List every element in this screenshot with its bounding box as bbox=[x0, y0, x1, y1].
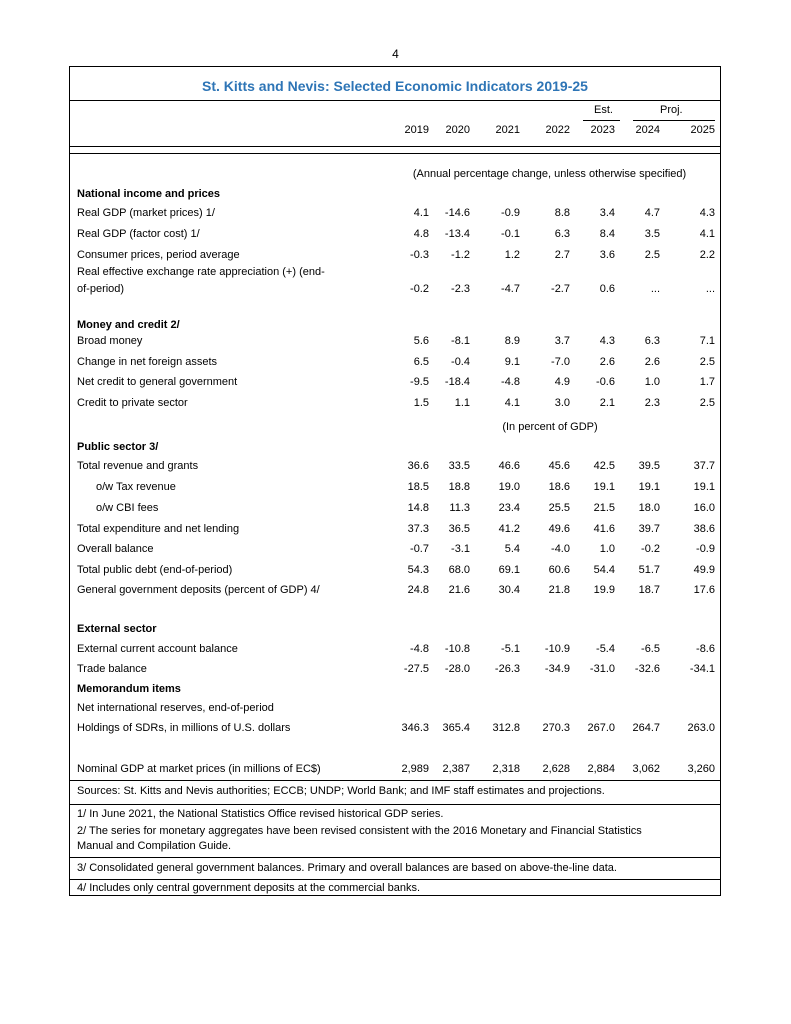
value-cell-2021: 19.0 bbox=[498, 481, 520, 493]
value-cell-2023: 267.0 bbox=[587, 722, 615, 734]
section-external-sector: External sector bbox=[77, 623, 157, 635]
value-cell-2023: -5.4 bbox=[596, 643, 615, 655]
value-cell-2020: -1.2 bbox=[451, 249, 470, 261]
footer-rule bbox=[70, 780, 720, 781]
value-cell-2021: 30.4 bbox=[498, 584, 520, 596]
row-label: Trade balance bbox=[77, 663, 147, 675]
footnote-4: 4/ Includes only central government deposits at the commercial banks. bbox=[77, 882, 421, 894]
value-cell-2021: 69.1 bbox=[498, 564, 520, 576]
proj-label: Proj. bbox=[660, 104, 683, 116]
unit-note-annual: (Annual percentage change, unless otherwise specified) bbox=[412, 168, 687, 180]
value-cell-2021: 2,318 bbox=[492, 763, 520, 775]
value-cell-2020: -0.4 bbox=[451, 356, 470, 368]
value-cell-2024: 19.1 bbox=[638, 481, 660, 493]
value-cell-2024: 2.6 bbox=[644, 356, 660, 368]
value-cell-2024: 18.7 bbox=[638, 584, 660, 596]
section-public-sector: Public sector 3/ bbox=[77, 441, 159, 453]
value-cell-2021: 1.2 bbox=[504, 249, 520, 261]
value-cell-2019: 2,989 bbox=[401, 763, 429, 775]
row-label: Real GDP (market prices) 1/ bbox=[77, 207, 215, 219]
row-label: o/w Tax revenue bbox=[96, 481, 176, 493]
value-cell-2022: -2.7 bbox=[551, 283, 570, 295]
page-number: 4 bbox=[392, 47, 399, 61]
value-cell-2022: 45.6 bbox=[548, 460, 570, 472]
row-label: Total expenditure and net lending bbox=[77, 523, 240, 535]
value-cell-2025: 2.5 bbox=[699, 356, 715, 368]
value-cell-2024: -0.2 bbox=[641, 543, 660, 555]
value-cell-2023: 4.3 bbox=[599, 335, 615, 347]
value-cell-2019: 4.1 bbox=[413, 207, 429, 219]
value-cell-2020: 33.5 bbox=[448, 460, 470, 472]
value-cell-2024: 264.7 bbox=[632, 722, 660, 734]
value-cell-2021: 4.1 bbox=[504, 397, 520, 409]
value-cell-2023: -31.0 bbox=[589, 663, 615, 675]
value-cell-2020: -18.4 bbox=[444, 376, 470, 388]
unit-note-gdp: (In percent of GDP) bbox=[502, 421, 598, 433]
value-cell-2020: -8.1 bbox=[451, 335, 470, 347]
value-cell-2019: -0.2 bbox=[410, 283, 429, 295]
value-cell-2022: -34.9 bbox=[544, 663, 570, 675]
value-cell-2022: -10.9 bbox=[544, 643, 570, 655]
value-cell-2021: -4.8 bbox=[501, 376, 520, 388]
footnote-rule-3 bbox=[70, 879, 720, 880]
value-cell-2022: 49.6 bbox=[548, 523, 570, 535]
value-cell-2019: 54.3 bbox=[407, 564, 429, 576]
row-label: External current account balance bbox=[77, 643, 238, 655]
value-cell-2021: 9.1 bbox=[504, 356, 520, 368]
value-cell-2025: -0.9 bbox=[696, 543, 715, 555]
footnote-2b: Manual and Compilation Guide. bbox=[77, 840, 232, 852]
value-cell-2019: 1.5 bbox=[413, 397, 429, 409]
value-cell-2020: -13.4 bbox=[444, 228, 470, 240]
row-label: Real GDP (factor cost) 1/ bbox=[77, 228, 200, 240]
section-money-credit: Money and credit 2/ bbox=[77, 319, 180, 331]
value-cell-2020: 18.8 bbox=[448, 481, 470, 493]
value-cell-2023: 19.9 bbox=[593, 584, 615, 596]
value-cell-2023: 3.4 bbox=[599, 207, 615, 219]
value-cell-2023: 2.6 bbox=[599, 356, 615, 368]
footnote-3: 3/ Consolidated general government balances. Primary and overall balances are based on above-the-line data. bbox=[77, 862, 617, 874]
value-cell-2020: 365.4 bbox=[442, 722, 470, 734]
value-cell-2024: 18.0 bbox=[638, 502, 660, 514]
value-cell-2019: -9.5 bbox=[410, 376, 429, 388]
est-label: Est. bbox=[594, 104, 613, 116]
row-label: Net credit to general government bbox=[77, 376, 238, 388]
year-header-2025: 2025 bbox=[690, 124, 715, 136]
year-header-2024: 2024 bbox=[635, 124, 660, 136]
value-cell-2025: 19.1 bbox=[693, 481, 715, 493]
value-cell-2019: 36.6 bbox=[407, 460, 429, 472]
value-cell-2019: 5.6 bbox=[413, 335, 429, 347]
value-cell-2022: 60.6 bbox=[548, 564, 570, 576]
value-cell-2020: 2,387 bbox=[442, 763, 470, 775]
value-cell-2024: 3.5 bbox=[644, 228, 660, 240]
value-cell-2020: 1.1 bbox=[454, 397, 470, 409]
value-cell-2021: -0.1 bbox=[501, 228, 520, 240]
value-cell-2025: 17.6 bbox=[693, 584, 715, 596]
value-cell-2021: 8.9 bbox=[504, 335, 520, 347]
value-cell-2019: -0.7 bbox=[410, 543, 429, 555]
value-cell-2024: 39.5 bbox=[638, 460, 660, 472]
value-cell-2020: -10.8 bbox=[444, 643, 470, 655]
value-cell-2021: 46.6 bbox=[498, 460, 520, 472]
value-cell-2021: 41.2 bbox=[498, 523, 520, 535]
value-cell-2025: 16.0 bbox=[693, 502, 715, 514]
value-cell-2024: 3,062 bbox=[632, 763, 660, 775]
value-cell-2023: 0.6 bbox=[599, 283, 615, 295]
value-cell-2024: -32.6 bbox=[634, 663, 660, 675]
value-cell-2020: -3.1 bbox=[451, 543, 470, 555]
section-memorandum: Memorandum items bbox=[77, 683, 181, 695]
row-label-continued: of-period) bbox=[77, 283, 125, 295]
value-cell-2022: 2,628 bbox=[542, 763, 570, 775]
value-cell-2019: -27.5 bbox=[403, 663, 429, 675]
value-cell-2023: -0.6 bbox=[596, 376, 615, 388]
est-underline bbox=[583, 120, 620, 121]
value-cell-2025: -34.1 bbox=[689, 663, 715, 675]
value-cell-2019: 18.5 bbox=[407, 481, 429, 493]
value-cell-2021: 5.4 bbox=[504, 543, 520, 555]
value-cell-2022: 4.9 bbox=[554, 376, 570, 388]
value-cell-2025: 4.3 bbox=[699, 207, 715, 219]
row-label: Total revenue and grants bbox=[77, 460, 199, 472]
value-cell-2019: 6.5 bbox=[413, 356, 429, 368]
value-cell-2022: 270.3 bbox=[542, 722, 570, 734]
value-cell-2023: 54.4 bbox=[593, 564, 615, 576]
value-cell-2021: -4.7 bbox=[501, 283, 520, 295]
value-cell-2024: 1.0 bbox=[644, 376, 660, 388]
value-cell-2025: 2.5 bbox=[699, 397, 715, 409]
value-cell-2025: ... bbox=[705, 283, 715, 295]
value-cell-2025: 4.1 bbox=[699, 228, 715, 240]
value-cell-2020: -28.0 bbox=[444, 663, 470, 675]
value-cell-2022: 3.0 bbox=[554, 397, 570, 409]
value-cell-2021: -0.9 bbox=[501, 207, 520, 219]
value-cell-2023: 41.6 bbox=[593, 523, 615, 535]
row-label: Net international reserves, end-of-period bbox=[77, 702, 274, 714]
value-cell-2025: 49.9 bbox=[693, 564, 715, 576]
footnote-1: 1/ In June 2021, the National Statistics Office revised historical GDP series. bbox=[77, 808, 444, 820]
year-header-2021: 2021 bbox=[495, 124, 520, 136]
value-cell-2020: 11.3 bbox=[449, 502, 470, 514]
value-cell-2022: 25.5 bbox=[548, 502, 570, 514]
value-cell-2024: 2.3 bbox=[644, 397, 660, 409]
value-cell-2021: -26.3 bbox=[494, 663, 520, 675]
row-label: Real effective exchange rate appreciation (+) (end- bbox=[77, 266, 325, 278]
value-cell-2023: 8.4 bbox=[599, 228, 615, 240]
value-cell-2020: -2.3 bbox=[451, 283, 470, 295]
row-label: o/w CBI fees bbox=[96, 502, 159, 514]
value-cell-2025: 263.0 bbox=[687, 722, 715, 734]
footnote-rule-2 bbox=[70, 857, 720, 858]
value-cell-2025: 37.7 bbox=[693, 460, 715, 472]
proj-underline bbox=[633, 120, 715, 121]
value-cell-2019: -0.3 bbox=[410, 249, 429, 261]
value-cell-2023: 21.5 bbox=[593, 502, 615, 514]
value-cell-2022: -4.0 bbox=[551, 543, 570, 555]
year-header-2022: 2022 bbox=[545, 124, 570, 136]
value-cell-2023: 2,884 bbox=[587, 763, 615, 775]
value-cell-2023: 42.5 bbox=[593, 460, 615, 472]
value-cell-2024: 4.7 bbox=[644, 207, 660, 219]
row-label: Consumer prices, period average bbox=[77, 249, 240, 261]
value-cell-2021: 312.8 bbox=[492, 722, 520, 734]
value-cell-2020: 36.5 bbox=[448, 523, 470, 535]
value-cell-2023: 19.1 bbox=[593, 481, 615, 493]
value-cell-2022: 8.8 bbox=[554, 207, 570, 219]
table-title: St. Kitts and Nevis: Selected Economic Indicators 2019-25 bbox=[202, 78, 588, 94]
value-cell-2019: 4.8 bbox=[413, 228, 429, 240]
value-cell-2022: -7.0 bbox=[551, 356, 570, 368]
value-cell-2024: 51.7 bbox=[638, 564, 660, 576]
header-rule-2 bbox=[70, 153, 720, 154]
row-label: Total public debt (end-of-period) bbox=[77, 564, 233, 576]
value-cell-2024: 2.5 bbox=[644, 249, 660, 261]
value-cell-2025: -8.6 bbox=[696, 643, 715, 655]
year-header-2019: 2019 bbox=[404, 124, 429, 136]
value-cell-2019: 24.8 bbox=[407, 584, 429, 596]
value-cell-2025: 38.6 bbox=[693, 523, 715, 535]
value-cell-2019: 37.3 bbox=[407, 523, 429, 535]
value-cell-2020: -14.6 bbox=[444, 207, 470, 219]
value-cell-2024: 39.7 bbox=[638, 523, 660, 535]
value-cell-2020: 68.0 bbox=[448, 564, 470, 576]
value-cell-2025: 7.1 bbox=[699, 335, 715, 347]
row-label: Change in net foreign assets bbox=[77, 356, 218, 368]
value-cell-2019: 14.8 bbox=[407, 502, 429, 514]
row-label: Holdings of SDRs, in millions of U.S. dollars bbox=[77, 722, 291, 734]
value-cell-2022: 3.7 bbox=[554, 335, 570, 347]
row-label: Credit to private sector bbox=[77, 397, 188, 409]
value-cell-2020: 21.6 bbox=[448, 584, 470, 596]
value-cell-2022: 21.8 bbox=[548, 584, 570, 596]
title-rule bbox=[70, 100, 720, 101]
value-cell-2021: 23.4 bbox=[498, 502, 520, 514]
row-label: Nominal GDP at market prices (in millions of EC$) bbox=[77, 763, 321, 775]
year-header-2020: 2020 bbox=[445, 124, 470, 136]
footnote-rule-1 bbox=[70, 804, 720, 805]
value-cell-2024: ... bbox=[650, 283, 660, 295]
value-cell-2025: 1.7 bbox=[699, 376, 715, 388]
value-cell-2019: 346.3 bbox=[401, 722, 429, 734]
value-cell-2022: 6.3 bbox=[554, 228, 570, 240]
value-cell-2023: 3.6 bbox=[599, 249, 615, 261]
value-cell-2021: -5.1 bbox=[501, 643, 520, 655]
section-national-income: National income and prices bbox=[77, 188, 221, 200]
value-cell-2022: 18.6 bbox=[548, 481, 570, 493]
value-cell-2022: 2.7 bbox=[554, 249, 570, 261]
year-header-2023: 2023 bbox=[590, 124, 615, 136]
footnote-2a: 2/ The series for monetary aggregates have been revised consistent with the 2016 Monetary and Financial Statistics bbox=[77, 825, 642, 837]
value-cell-2019: -4.8 bbox=[410, 643, 429, 655]
value-cell-2023: 1.0 bbox=[599, 543, 615, 555]
value-cell-2023: 2.1 bbox=[599, 397, 615, 409]
value-cell-2024: 6.3 bbox=[644, 335, 660, 347]
row-label: General government deposits (percent of GDP) 4/ bbox=[77, 584, 320, 596]
value-cell-2025: 2.2 bbox=[699, 249, 715, 261]
footnote-sources: Sources: St. Kitts and Nevis authorities; ECCB; UNDP; World Bank; and IMF staff estimates and projections. bbox=[77, 785, 605, 797]
indicators-table bbox=[69, 66, 721, 896]
row-label: Overall balance bbox=[77, 543, 154, 555]
value-cell-2025: 3,260 bbox=[687, 763, 715, 775]
value-cell-2024: -6.5 bbox=[641, 643, 660, 655]
header-rule bbox=[70, 146, 720, 147]
row-label: Broad money bbox=[77, 335, 143, 347]
